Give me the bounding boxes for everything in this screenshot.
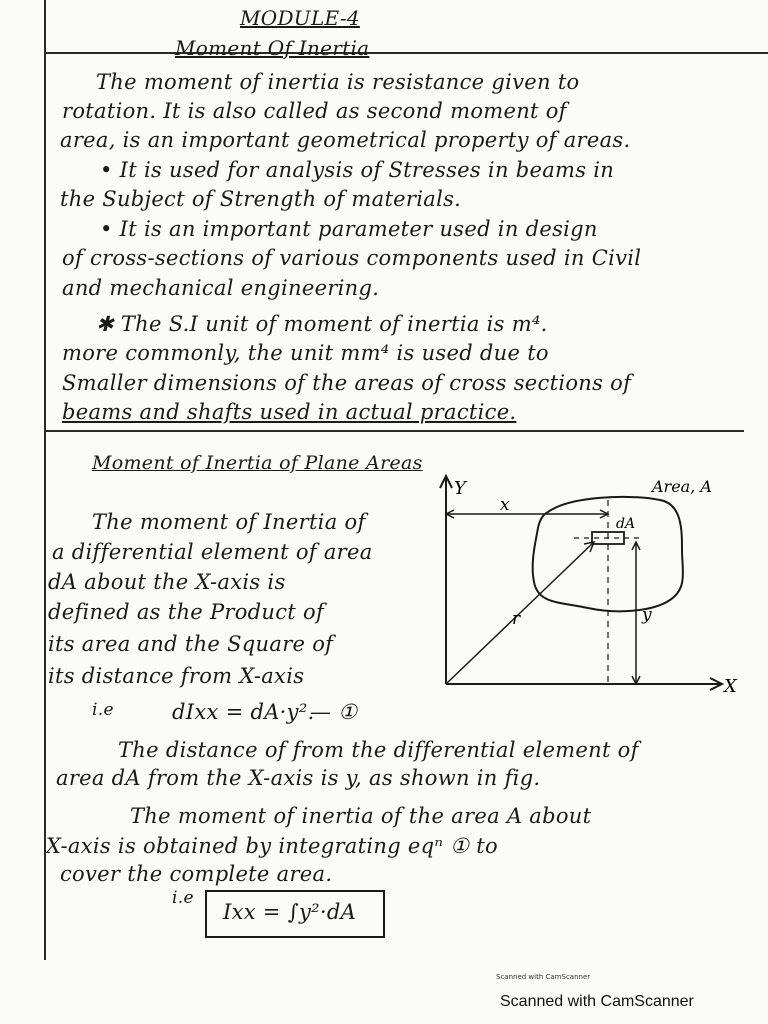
eq1-prefix: i.e [92, 700, 114, 720]
area-label: Area, A [652, 477, 712, 496]
margin-line [44, 0, 46, 960]
intro-line-3: area, is an important geometrical property of areas. [60, 128, 631, 152]
final-prefix: i.e [172, 888, 194, 908]
header-rule [44, 52, 768, 54]
after-line-5: cover the complete area. [60, 862, 333, 886]
def-line-5: its area and the Square of [48, 632, 334, 656]
bullet2-line-2: of cross-sections of various components used in Civil [62, 246, 642, 270]
bullet1-line-2: the Subject of Strength of materials. [60, 187, 462, 211]
after-line-3: The moment of inertia of the area A about [130, 804, 592, 828]
module-heading: MODULE-4 [240, 6, 360, 30]
final-equation-box [205, 890, 385, 938]
def-line-4: defined as the Product of [48, 600, 325, 624]
note-line-3: Smaller dimensions of the areas of cross sections of [62, 371, 632, 395]
bullet2-line-1: • It is an important parameter used in design [100, 217, 598, 241]
note-line-4: beams and shafts used in actual practice. [62, 400, 517, 424]
intro-line-1: The moment of inertia is resistance given to [96, 70, 580, 94]
def-line-3: dA about the X-axis is [48, 570, 286, 594]
x-dimension-label: x [500, 495, 510, 515]
bullet1-line-1: • It is used for analysis of Stresses in beams in [100, 158, 615, 182]
moment-of-inertia-figure [420, 470, 750, 705]
after-line-2: area dA from the X-axis is y, as shown in fig. [56, 766, 541, 790]
intro-line-2: rotation. It is also called as second moment of [62, 99, 567, 123]
scanner-watermark-small: Scanned with CamScanner [496, 973, 591, 981]
page-title: Moment Of Inertia [175, 36, 370, 60]
def-line-6: its distance from X-axis [48, 664, 305, 688]
scanner-watermark: Scanned with CamScanner [500, 993, 694, 1010]
x-axis-label: X [724, 676, 737, 697]
after-line-1: The distance of from the differential element of [118, 738, 639, 762]
def-line-1: The moment of Inertia of [92, 510, 366, 534]
radius-label: r [512, 609, 521, 629]
final-equation: Ixx = ∫y²·dA [223, 900, 357, 924]
equation-1-tag: — ① [310, 700, 358, 724]
element-label: dA [616, 516, 636, 532]
section-heading: Moment of Inertia of Plane Areas [92, 452, 423, 474]
section-divider [44, 430, 744, 432]
after-line-4: X-axis is obtained by integrating eqⁿ ① to [46, 834, 498, 858]
def-line-2: a differential element of area [52, 540, 373, 564]
equation-1: dIxx = dA·y². [172, 700, 315, 724]
note-line-2: more commonly, the unit mm⁴ is used due to [62, 341, 549, 365]
y-dimension-label: y [642, 605, 652, 625]
bullet2-line-3: and mechanical engineering. [62, 276, 380, 300]
note-line-1: ✱ The S.I unit of moment of inertia is m⁴. [96, 312, 548, 336]
y-axis-label: Y [454, 478, 466, 499]
